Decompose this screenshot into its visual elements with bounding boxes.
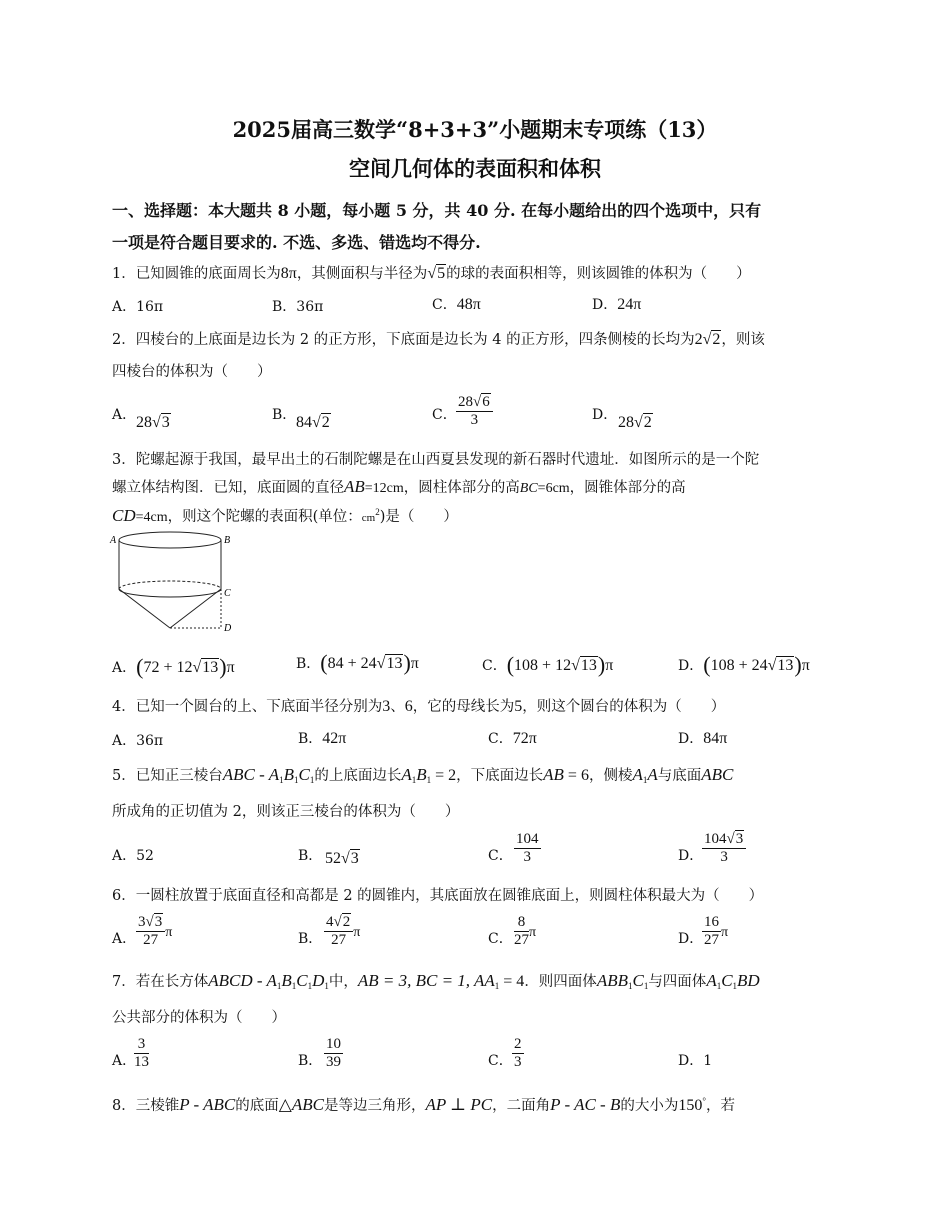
q5-option-b-value: 52√3 — [325, 850, 359, 867]
figure-top-ellipse — [119, 532, 221, 548]
q2-option-c: C． — [432, 407, 457, 423]
question-4: 4．已知一个圆台的上、下底面半径分别为3、6，它的母线长为5，则这个圆台的体积为（ ） — [112, 698, 726, 715]
q2-option-c-value: $\frac{28√6}{3}$ — [456, 394, 493, 429]
question-3-line1: 3．陀螺起源于我国，最早出土的石制陀螺是在山西夏县发现的新石器时代遗址．如图所示的是一个陀 — [112, 452, 760, 468]
q2-option-b-value: 84√2 — [296, 414, 330, 431]
figure-cone-left — [119, 589, 170, 628]
q7-option-b-value: $\frac{10}{39}$ — [326, 1036, 341, 1070]
q3-option-d: D．(108 + 24√13)π — [678, 652, 810, 677]
q4-option-c: C．72π — [488, 730, 537, 747]
figure-label-d: D — [224, 623, 232, 634]
q4-option-a: A．36π — [112, 733, 164, 749]
q2-math: 2√2 — [694, 331, 721, 348]
q3-option-c: C．(108 + 12√13)π — [482, 652, 614, 677]
q2-option-d: D． — [592, 407, 618, 423]
q5-option-a: A．52 — [112, 848, 154, 864]
spinning-top-figure — [108, 530, 238, 636]
q3-option-a: A．(72 + 12√13)π — [112, 654, 235, 679]
page-title: 2025届高三数学“8+3+3”小题期末专项练（13） — [232, 117, 718, 142]
question-2-line2: 四棱台的体积为（ ） — [112, 364, 272, 380]
figure-cone-right — [170, 589, 221, 628]
q1-option-b: B．36π — [272, 299, 324, 315]
q6-option-c: C． — [488, 931, 513, 947]
figure-bottom-back-arc — [119, 581, 221, 589]
figure-bottom-front-arc — [119, 589, 221, 597]
q6-option-b-value: $\frac{4√2}{27}$ π — [326, 914, 361, 948]
figure-label-c: C — [224, 588, 231, 599]
q2-option-d-value: 28√2 — [618, 414, 652, 431]
q2-option-a-value: 28√3 — [136, 414, 170, 431]
q7-option-a-value: $\frac{3}{13}$ — [134, 1036, 149, 1070]
q1-text-3: 的球的表面积相等，则该圆锥的体积为（ ） — [446, 266, 751, 282]
q2-option-a: A． — [112, 407, 137, 423]
q7-option-c: C． — [488, 1053, 513, 1069]
q6-option-a: A． — [112, 931, 137, 947]
section-heading-line1: 一、选择题：本大题共 8 小题，每小题 5 分，共 40 分. 在每小题给出的四个选项中，只有 — [112, 201, 762, 220]
q1-math-2: √5 — [427, 265, 446, 282]
q5-option-c: C． — [488, 848, 513, 864]
q5-option-c-value: $\frac{104}{3}$ — [516, 831, 539, 865]
q1-option-a: A．16π — [112, 299, 164, 315]
question-1 — [112, 262, 751, 283]
figure-label-a: A — [110, 535, 117, 546]
question-7-line2: 公共部分的体积为（ ） — [112, 1010, 286, 1026]
q5-option-b: B． — [298, 848, 323, 864]
question-7-line1: 7．若在长方体ABCD - $A_1B_1C_1D_1$中，AB = 3, BC = 1, $AA_1 = 4$．则四面体$ABB_1C_1$与四面体$A_1C_1BD$ — [112, 971, 760, 991]
q7-option-d: D．1 — [678, 1053, 713, 1069]
q2-option-b: B． — [272, 407, 297, 423]
q1-text-2: ，其侧面积与半径为 — [296, 266, 428, 282]
question-5-line2: 所成角的正切值为 2，则该正三棱台的体积为（ ） — [112, 804, 460, 820]
q6-option-b: B． — [298, 931, 323, 947]
q6-option-c-value: $\frac{8}{27}$ π — [514, 914, 537, 948]
question-6: 6．一圆柱放置于底面直径和高都是 2 的圆锥内，其底面放在圆锥底面上，则圆柱体积最大为（ ） — [112, 888, 764, 904]
q1-option-d: D．24π — [592, 296, 642, 313]
question-5-line1: 5．已知正三棱台ABC - $A_1B_1C_1$的上底面边长$A_1B_1 = 2$，下底面边长AB = 6，侧棱$A_1A$与底面ABC — [112, 765, 734, 785]
q1-option-c: C．48π — [432, 296, 481, 313]
q5-option-d-value: $\frac{104√3}{3}$ — [702, 831, 746, 866]
q6-option-d: D． — [678, 931, 704, 947]
q3-option-b: B．(84 + 24√13)π — [296, 650, 419, 675]
question-3-line2: 螺立体结构图．已知，底面圆的直径AB=12cm，圆柱体部分的高BC=6cm，圆锥体部分的高 — [112, 477, 686, 496]
q1-text-1: 1．已知圆锥的底面周长为 — [112, 266, 281, 282]
figure-label-b: B — [224, 535, 231, 546]
q7-option-c-value: $\frac{2}{3}$ — [514, 1036, 522, 1070]
section-heading-line2: 一项是符合题目要求的. 不选、多选、错选均不得分. — [112, 233, 481, 252]
q4-option-d: D．84π — [678, 730, 728, 747]
q4-option-b: B．42π — [298, 730, 347, 747]
q6-option-d-value: $\frac{16}{27}$ π — [704, 914, 729, 948]
question-3-line3: CD=4cm，则这个陀螺的表面积(单位：$cm^2$)是（ ） — [112, 506, 458, 525]
q7-option-b: B． — [298, 1053, 323, 1069]
q7-option-a: A． — [112, 1053, 137, 1069]
q5-option-d: D． — [678, 848, 704, 864]
page-subtitle: 空间几何体的表面积和体积 — [349, 156, 601, 181]
question-2-line1: 2．四棱台的上底面是边长为 2 的正方形，下底面是边长为 4 的正方形，四条侧棱的长均为2√2，则该 — [112, 331, 765, 348]
q1-math-1: 8π — [280, 265, 297, 282]
question-8: 8．三棱锥P - ABC的底面△ABC是等边三角形，AP ⊥ PC，二面角P - AC - B的大小为150°，若 — [112, 1095, 735, 1114]
q6-option-a-value: $\frac{3√3}{27}$ π — [138, 914, 173, 948]
